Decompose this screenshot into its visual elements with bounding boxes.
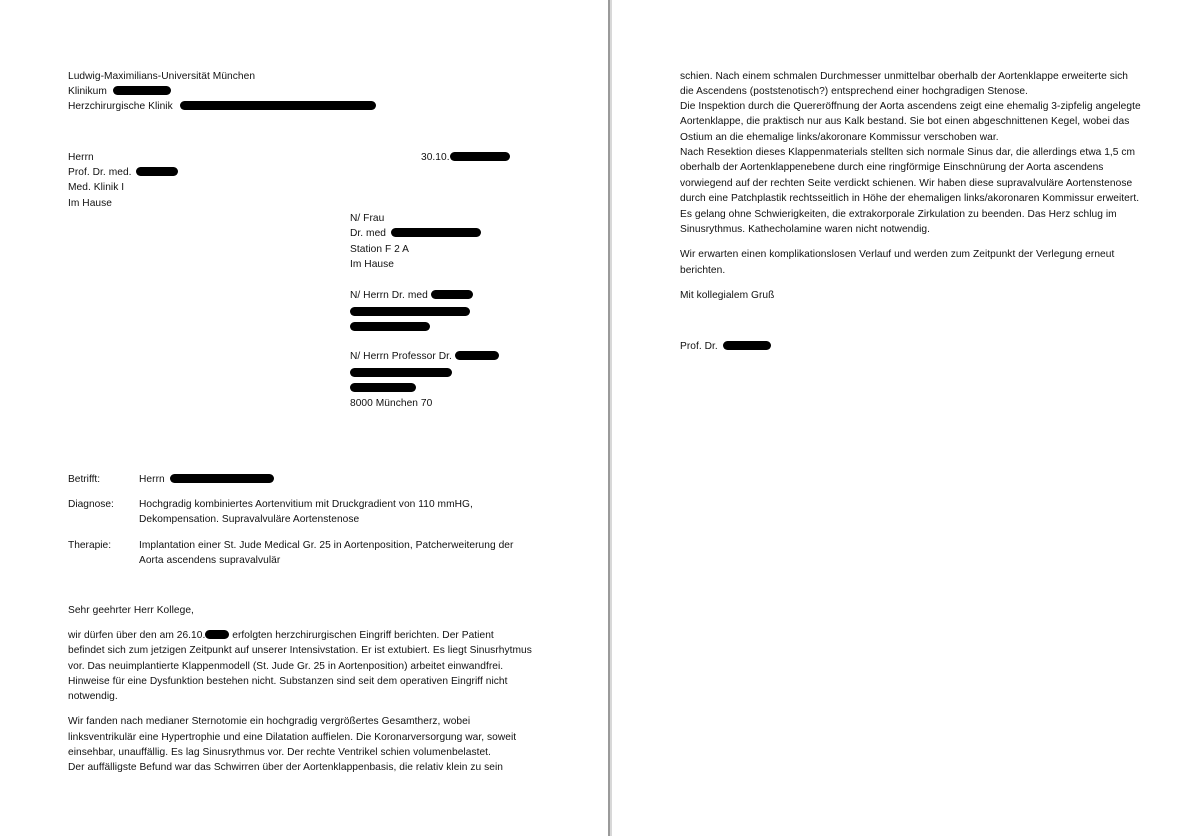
redaction-mark — [350, 307, 470, 316]
sender-department: Herzchirurgische Klinik — [68, 101, 173, 112]
redaction-mark — [723, 341, 771, 350]
redaction-mark — [180, 101, 376, 110]
copy3-city: 8000 München 70 — [350, 398, 433, 409]
copy1-title: Dr. med — [350, 228, 387, 239]
letter-date-line — [421, 152, 510, 164]
copy2-line1 — [350, 290, 473, 302]
copy3-title: N/ Herrn Professor Dr. — [350, 351, 452, 362]
para2-line4: Der auffälligste Befund war das Schwirren über der Aortenklappenbasis, die relativ klein zu sein — [68, 762, 503, 773]
para1-line4: Hinweise für eine Dysfunktion bestehen nicht. Substanzen sind seit dem operativen Eingriff nicht — [68, 676, 508, 687]
redaction-mark — [136, 167, 178, 176]
copy1-line4: Im Hause — [350, 259, 394, 270]
copy3-line1 — [350, 351, 499, 363]
page2-line3: Die Inspektion durch die Quereröffnung der Aorta ascendens zeigt eine ehemalig 3-zipfelig angelegte — [680, 101, 1141, 112]
sender-university: Ludwig-Maximilians-Universität München — [68, 71, 256, 82]
para1-line1 — [68, 630, 494, 642]
closing: Mit kollegialem Gruß — [680, 290, 775, 301]
greeting: Sehr geehrter Herr Kollege, — [68, 605, 194, 616]
page2-line8: vorwiegend auf der rechten Seite verdickt schienen. Wir haben diese supravalvuläre Aortenstenose — [680, 178, 1133, 189]
para1-line3: vor. Das neuimplantierte Klappenmodell (St. Jude Gr. 25 in Aortenposition) arbeitet einwandfrei. — [68, 661, 504, 672]
para2-line3: einsehbar, unauffällig. Es lag Sinusrythmus vor. Der rechte Ventrikel schien volumenbelastet. — [68, 747, 491, 758]
copy1-line2 — [350, 228, 481, 240]
redaction-mark — [350, 322, 430, 331]
page2-line10: Es gelang ohne Schwierigkeiten, die extrakorporale Zirkulation zu beenden. Das Herz schlug im — [680, 209, 1117, 220]
page2-line1: schien. Nach einem schmalen Durchmesser unmittelbar oberhalb der Aortenklappe erweiterte sich — [680, 71, 1129, 82]
betrifft-value-line — [139, 474, 274, 486]
recipient-title-line — [68, 167, 178, 179]
betrifft-label: Betrifft: — [68, 474, 101, 485]
copy2-title: N/ Herrn Dr. med — [350, 290, 428, 301]
redaction-mark — [113, 86, 171, 95]
page2-line2: die Ascendens (poststenotisch?) entsprechend einer hochgradigen Stenose. — [680, 86, 1028, 97]
letter-page-2 — [612, 0, 1200, 836]
page2-line9: durch eine Patchplastik rechtsseitlich in Höhe der ehemaligen links/akoronaren Kommissur erweitert. — [680, 193, 1140, 204]
redaction-mark — [450, 152, 510, 161]
sender-department-line — [68, 101, 376, 113]
recipient-location: Im Hause — [68, 198, 112, 209]
signature: Prof. Dr. — [680, 341, 718, 352]
sender-clinic: Klinikum — [68, 86, 107, 97]
page2-line4: Aortenklappe, die praktisch nur aus Kalk bestand. Sie bot einen abgeschnittenen Kegel, wobei das — [680, 116, 1130, 127]
redaction-mark — [431, 290, 473, 299]
para1-line2: befindet sich zum jetzigen Zeitpunkt auf unserer Intensivstation. Er ist extubiert. Es liegt Sinusrhytmus — [68, 645, 532, 656]
recipient-salutation: Herrn — [68, 152, 94, 163]
therapie-line2: Aorta ascendens supravalvulär — [139, 555, 281, 566]
therapie-line1: Implantation einer St. Jude Medical Gr. 25 in Aortenposition, Patcherweiterung der — [139, 540, 514, 551]
diagnose-label: Diagnose: — [68, 499, 114, 510]
redaction-mark — [350, 368, 452, 377]
recipient-title: Prof. Dr. med. — [68, 167, 132, 178]
para2-line2: linksventrikulär eine Hypertrophie und eine Dilatation auffielen. Die Koronarversorgung war, soweit — [68, 732, 517, 743]
sender-clinic-line — [68, 86, 171, 98]
therapie-label: Therapie: — [68, 540, 112, 551]
para1-line5: notwendig. — [68, 691, 118, 702]
page2-line5: Ostium an die ehemalige links/akoronare Kommissur verschoben war. — [680, 132, 999, 143]
recipient-unit: Med. Klinik I — [68, 182, 125, 193]
redaction-mark — [205, 630, 229, 639]
page2-line6: Nach Resektion dieses Klappenmaterials stellten sich normale Sinus dar, die allerdings etwa 1,5 cm — [680, 147, 1136, 158]
betrifft-value: Herrn — [139, 474, 165, 485]
copy1-line1: N/ Frau — [350, 213, 385, 224]
redaction-mark — [350, 383, 416, 392]
page2-line7: oberhalb der Aortenklappenebene durch eine ringförmige Einschnürung der Aorta ascendens — [680, 162, 1104, 173]
letter-date: 30.10. — [421, 152, 450, 163]
page2-para2-line1: Wir erwarten einen komplikationslosen Verlauf und werden zum Zeitpunkt der Verlegung erneut — [680, 249, 1115, 260]
diagnose-line1: Hochgradig kombiniertes Aortenvitium mit Druckgradient von 110 mmHG, — [139, 499, 473, 510]
redaction-mark — [170, 474, 274, 483]
signature-line — [680, 341, 771, 353]
para2-line1: Wir fanden nach medianer Sternotomie ein hochgradig vergrößertes Gesamtherz, wobei — [68, 716, 471, 727]
para1-text-a: wir dürfen über den am 26.10. — [68, 630, 206, 641]
page2-line11: Sinusrythmus. Kathecholamine waren nicht notwendig. — [680, 224, 931, 235]
diagnose-line2: Dekompensation. Supravalvuläre Aortenstenose — [139, 514, 360, 525]
redaction-mark — [391, 228, 481, 237]
page2-para2-line2: berichten. — [680, 265, 726, 276]
copy1-line3: Station F 2 A — [350, 244, 409, 255]
para1-text-b: erfolgten herzchirurgischen Eingriff berichten. Der Patient — [232, 630, 494, 641]
redaction-mark — [455, 351, 499, 360]
